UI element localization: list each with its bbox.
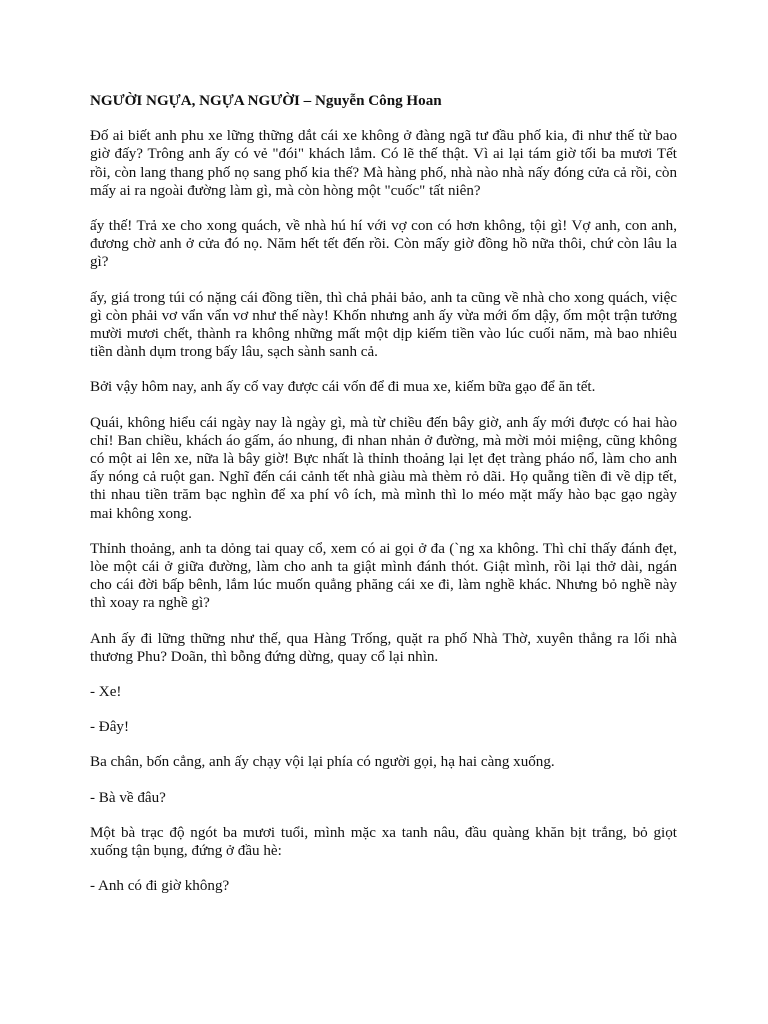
dialogue-line-4: - Anh có đi giờ không? <box>90 878 230 895</box>
document-page <box>90 92 677 913</box>
paragraph-6: Thỉnh thoảng, anh ta dỏng tai quay cổ, xem có ai gọi ở đa (`ng xa không. Thì chỉ thấy đánh đẹt, lòe một cái ở giữa đường, làm cho anh ta giật mình đánh thót. Giật mình, rồi lại thở dài, ngán cho cái đời bấp bênh, lắm lúc muốn quẳng phăng cái xe đi, làm nghề khác. Nhưng bỏ nghề này thì xoay ra nghề gì? <box>90 540 677 612</box>
paragraph-7: Anh ấy đi lững thững như thế, qua Hàng Trống, quặt ra phố Nhà Thờ, xuyên thẳng ra lối nhà thương Phu? Doãn, thì bỗng đứng dừng, quay cổ lại nhìn. <box>90 630 677 665</box>
paragraph-1: Đố ai biết anh phu xe lững thững dắt cái xe không ở đàng ngã tư đầu phố kia, đi như thế từ bao giờ đấy? Trông anh ấy có vẻ "đói" khách lắm. Có lẽ thế thật. Vì ai lại tám giờ tối ba mươi Tết rồi, còn lang thang phố nọ sang phố kia thế? Mà hàng phố, nhà nào nhà nấy đóng cửa cả rồi, còn mấy ai ra ngoài đường làm gì, mà còn hòng một "cuốc" tất niên? <box>90 128 677 199</box>
dialogue-line-2: - Đây! <box>90 719 129 736</box>
paragraph-4: Bởi vậy hôm nay, anh ấy cố vay được cái vốn để đi mua xe, kiếm bữa gạo để ăn tết. <box>90 379 596 396</box>
document-title: NGƯỜI NGỰA, NGỰA NGƯỜI – Nguyễn Công Hoan <box>90 93 442 109</box>
paragraph-8: Ba chân, bốn cẳng, anh ấy chạy vội lại phía có người gọi, hạ hai càng xuống. <box>90 754 555 771</box>
dialogue-line-1: - Xe! <box>90 684 122 701</box>
paragraph-9: Một bà trạc độ ngót ba mươi tuổi, mình mặc xa tanh nâu, đầu quàng khăn bịt trắng, bỏ giọt xuống tận bụng, đứng ở đầu hè: <box>90 824 677 860</box>
paragraph-2: ấy thế! Trả xe cho xong quách, về nhà hú hí với vợ con có hơn không, tội gì! Vợ anh, con anh, đương chờ anh ở cửa đó nọ. Năm hết tết đến rồi. Còn mấy giờ đồng hồ nữa thôi, chứ còn lâu la gì? <box>90 218 677 271</box>
paragraph-5: Quái, không hiểu cái ngày nay là ngày gì, mà từ chiều đến bây giờ, anh ấy mới được có hai hào chỉ! Ban chiều, khách áo gấm, áo nhung, đi nhan nhản ở đường, mà mời mỏi miệng, cũng không có một ai lên xe, nữa là bây giờ! Bực nhất là thỉnh thoảng lại lẹt đẹt tràng pháo nổ, làm cho anh ấy nóng cả ruột gan. Nghĩ đến cái cảnh tết nhà giàu mà thèm rỏ dãi. Họ quẵng tiền đi về dịp tết, thi nhau tiền trăm bạc nghìn để xa phí vô ích, mà mình thì lo méo mặt mấy hào bạc gạo ngày mai không xong. <box>90 414 677 522</box>
dialogue-line-3: - Bà về đâu? <box>90 789 166 806</box>
paragraph-3: ấy, giá trong túi có nặng cái đồng tiền, thì chả phải bảo, anh ta cũng về nhà cho xong quách, việc gì còn phải vơ vẩn vẩn vơ như thế này! Khốn nhưng anh ấy vừa mới ốm dậy, ốm một trận tưởng mười mươi chết, thành ra không những mất một dịp kiếm tiền vào lúc cuối năm, mà bao nhiêu tiền dành dụm trong bấy lâu, sạch sành sanh cả. <box>90 289 677 361</box>
